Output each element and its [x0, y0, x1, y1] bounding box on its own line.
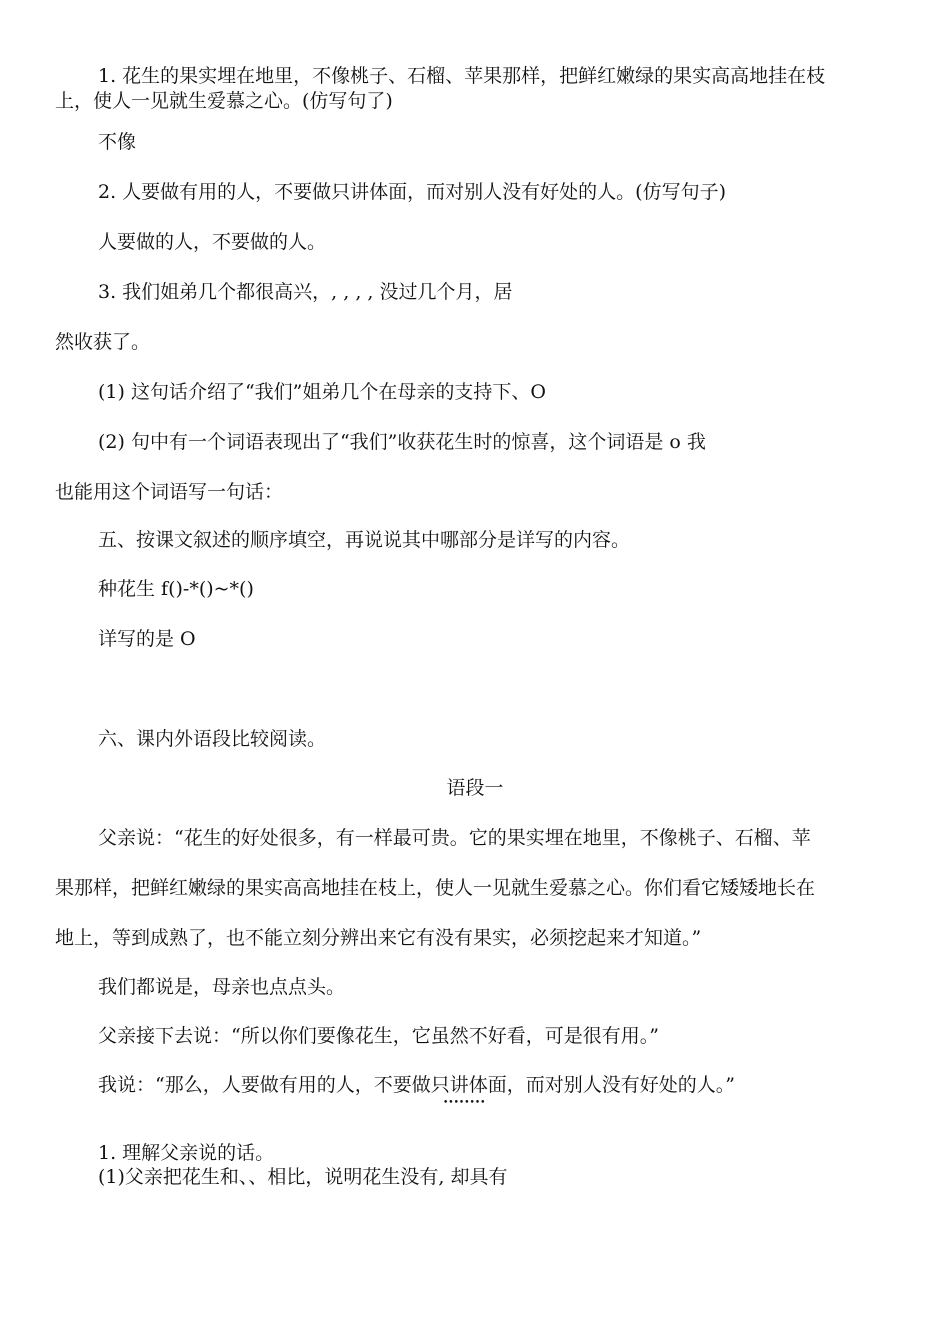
question-2: 2. 人要做有用的人，不要做只讲体面，而对别人没有好处的人。(仿写句子) — [98, 181, 726, 203]
section-5-heading: 五、按课文叙述的顺序填空，再说说其中哪部分是详写的内容。 — [98, 529, 631, 551]
question-1-line-1: 1. 花生的果实埋在地里，不像桃子、石榴、苹果那样，把鲜红嫩绿的果实高高地挂在枝 — [98, 65, 826, 87]
section-6-heading: 六、课内外语段比较阅读。 — [98, 728, 327, 750]
section-5-detail: 详写的是 O — [98, 628, 196, 650]
passage-paragraph-1-line-3: 地上，等到成熟了，也不能立刻分辨出来它有没有果实，必须挖起来才知道。” — [55, 927, 702, 949]
question-2-answer-prompt: 人要做的人，不要做的人。 — [98, 231, 327, 253]
passage-title: 语段一 — [446, 777, 504, 799]
question-1-line-2: 上，使人一见就生爱慕之心。(仿写句了) — [55, 90, 393, 112]
passage-paragraph-1-line-1: 父亲说：“花生的好处很多，有一样最可贵。它的果实埋在地里，不像桃子、石榴、苹 — [98, 827, 811, 849]
question-3-sub-2-line-1: (2) 句中有一个词语表现出了“我们”收获花生时的惊喜，这个词语是 o 我 — [98, 431, 706, 453]
passage-paragraph-1-line-2: 果那样，把鲜红嫩绿的果实高高地挂在枝上，使人一见就生爱慕之心。你们看它矮矮地长在 — [55, 877, 816, 899]
passage-paragraph-4: 我说：“那么，人要做有用的人，不要做只讲体面，而对别人没有好处的人。” — [98, 1074, 735, 1096]
question-3-line-1: 3. 我们姐弟几个都很高兴，, , , , 没过几个月，居 — [98, 281, 513, 303]
question-3-sub-2-line-2: 也能用这个词语写一句话： — [55, 481, 284, 503]
reading-question-1: 1. 理解父亲说的话。 — [98, 1142, 275, 1164]
question-3-sub-1: (1) 这句话介绍了“我们”姐弟几个在母亲的支持下、O — [98, 381, 546, 403]
passage-paragraph-2: 我们都说是，母亲也点点头。 — [98, 976, 346, 998]
section-5-sequence: 种花生 f()-*()~*() — [98, 578, 254, 600]
reading-question-1-sub-1: (1)父亲把花生和、、相比，说明花生没有, 却具有 — [98, 1166, 508, 1188]
question-3-line-2: 然收获了。 — [55, 331, 151, 353]
passage-paragraph-3: 父亲接下去说：“所以你们要像花生，它虽然不好看，可是很有用。” — [98, 1025, 659, 1047]
question-1-answer-prompt: 不像 — [98, 131, 137, 153]
emphasis-dots: •••••••• — [443, 1098, 486, 1108]
